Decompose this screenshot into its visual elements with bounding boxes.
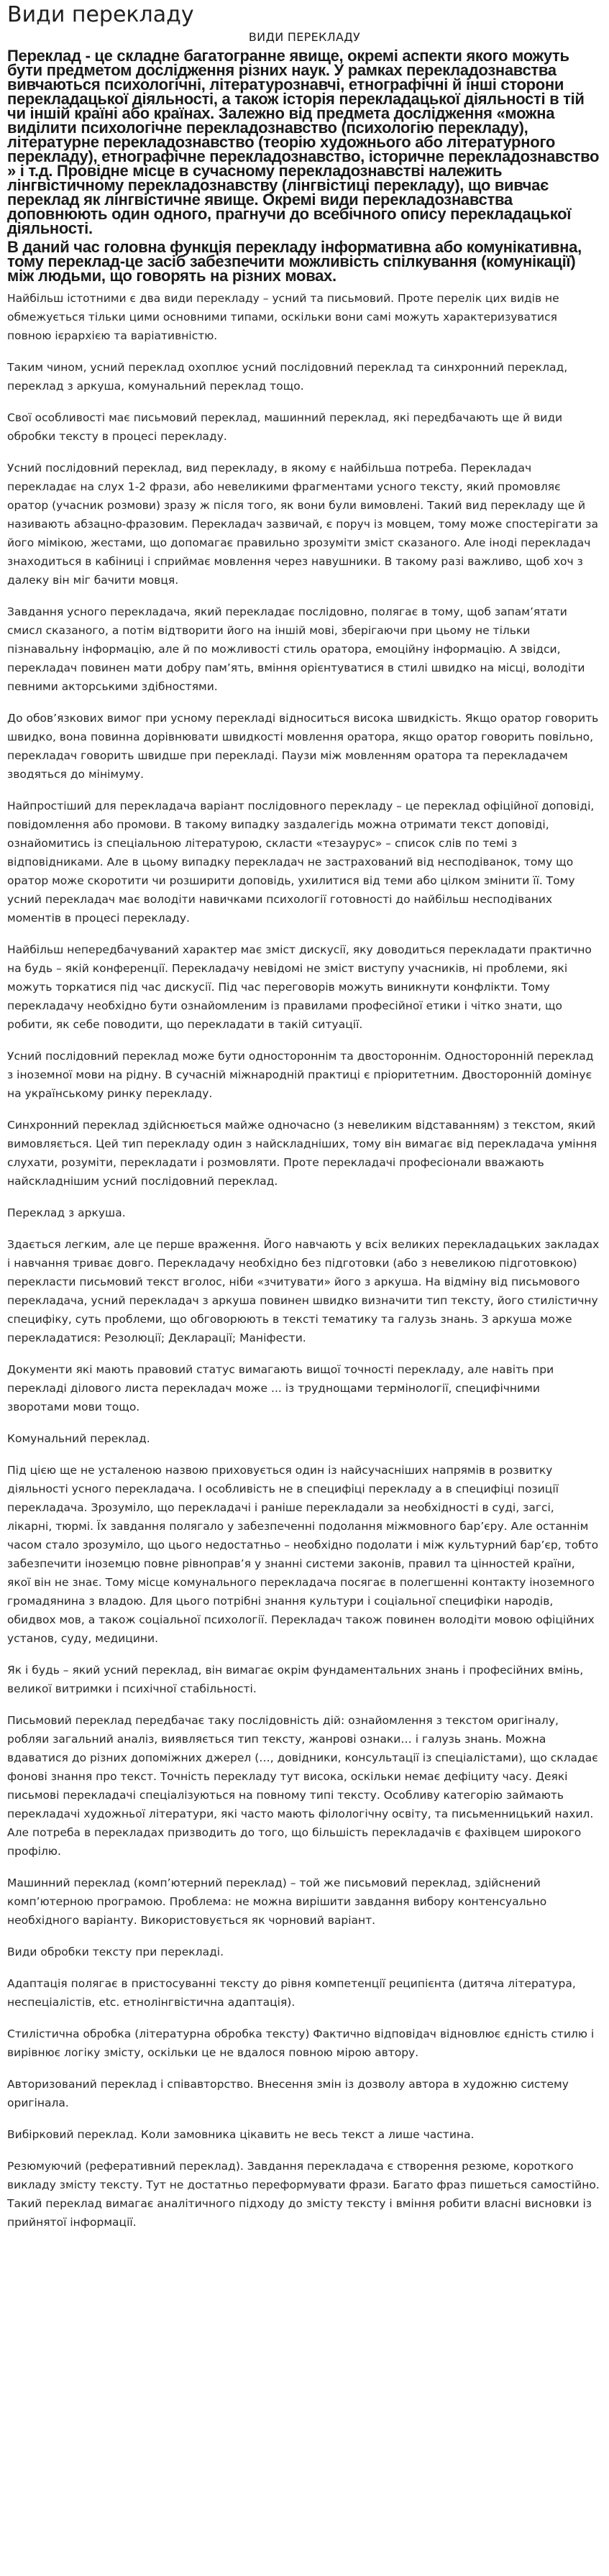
paragraph: Найбільш істотними є два види перекладу – усний та письмовий. Проте перелік цих видів не обмежується тільки цими основними типами, оскільки вони самі можуть характеризуватися повною ієрархією та варіативністю.	[7, 292, 559, 342]
paragraph: Таким чином, усний переклад охоплює усний послідовний переклад та синхронний переклад, переклад з аркуша, комунальний переклад тощо.	[7, 361, 568, 393]
paragraph: Здається легким, але це перше враження. Його навчають у всіх великих перекладацьких закладах і навчання триває довго. Перекладачу необхідно без підготовки (або з невеликою підготовкою) перекласти письмовий текст вголос, ніби «зчитувати» його з аркуша. На відміну від письмового перекладача, усний перекладач з аркуша повинен швидко визначити тип тексту, його стилістичну специфіку, суть проблеми, що обговорюють в тексті тематику та галузь знань. З аркуша може перекладатися: Резолюції; Декларації; Маніфести.	[7, 1238, 600, 1344]
section-heading: Види обробки тексту при перекладі.	[7, 1945, 224, 1958]
paragraph: Адаптація полягає в пристосуванні тексту до рівня компетенції реципієнта (дитяча література, неспеціалістів, etc. етнолінгвістична адаптація).	[7, 1977, 576, 2009]
paragraph: Усний послідовний переклад може бути одностороннім та двостороннім. Односторонній переклад з іноземної мови на рідну. В сучасній міжнародній практиці є пріоритетним. Двосторонній домінує на українському ринку перекладу.	[7, 1050, 594, 1100]
section-heading: Комунальний переклад.	[7, 1432, 150, 1445]
page-title: Види перекладу	[7, 2, 194, 27]
paragraph: Як і будь – який усний переклад, він вимагає окрім фундаментальних знань і професійних вмінь, великої витримки і психічної стабільності.	[7, 1664, 584, 1695]
page-subtitle: ВИДИ ПЕРЕКЛАДУ	[248, 30, 361, 44]
paragraph: Під цією ще не усталеною назвою приховується один із найсучасніших напрямів в розвитку діяльності усного перекладача. І особливість не в специфіці перекладу а в специфіці позиції перекладача. Зрозуміло, що перекладачі і раніше перекладали за необхідності в суді, загсі, лікарні, тюрмі. Їх завдання полягало у забезпеченні подолання міжмовного бар’єру. Але останнім часом стало зрозуміло, що цього недостатньо – необхідно подолати і між культурний бар’єр, тобто забезпечити іноземцю повне рівноправ’я у знанні системи законів, правил та цінностей країни, якої він не знає. Тому місце комунального перекладача посягає в полегшенні контакту іноземного громадянина з владою. Для цього потрібні знання культури і соціальної специфіки народів, обидвох мов, а також соціальної психології. Перекладач також повинен володіти мовою офіційних установ, суду, медицини.	[7, 1464, 599, 1645]
paragraph: Усний послідовний переклад, вид перекладу, в якому є найбільша потреба. Перекладач перекладає на слух 1-2 фрази, або невеликими фрагментами усного тексту, який промовляє оратор (учасник розмови) зразу ж після того, як вони були вимовлені. Такий вид перекладу ще й називають абзацно-фразовим. Перекладач зазвичай, є поруч із мовцем, тому може спостерігати за його мімікою, жестами, що допомагає правильно зрозуміти зміст сказаного. Але іноді перекладач знаходиться в кабіниці і сприймає мовлення через навушники. В такому разі важливо, щоб хоч з далеку він міг бачити мовця.	[7, 462, 599, 587]
lead-paragraph-2: В даний час головна функція перекладу інформативна або комунікативна, тому переклад-це засіб забезпечити можливість спілкування (комунікації) між людьми, що говорять на різних мовах.	[7, 238, 582, 285]
paragraph: Стилістична обробка (літературна обробка тексту) Фактично відповідач відновлює єдність стилю і вирівнює логіку змісту, оскільки це не вдалося повною мірою автору.	[7, 2027, 595, 2059]
paragraph: Резюмуючий (реферативний переклад). Завдання перекладача є створення резюме, короткого викладу змісту тексту. Тут не достатньо переформувати фрази. Багато фраз пишеться самостійно. Такий переклад вимагає аналітичного підходу до змісту тексту і вміння робити власні висновки із прийнятої інформації.	[7, 2160, 600, 2229]
paragraph: Найбільш непередбачуваний характер має зміст дискусії, яку доводиться перекладати практично на будь – якій конференції. Перекладачу невідомі не зміст виступу учасників, ні проблеми, які можуть торкатися під час дискусії. Під час переговорів можуть виникнути конфлікти. Тому перекладачу необхідно бути ознайомленим із правилами професійної етики і чітко знати, що робити, як себе поводити, що перекладати в такій ситуації.	[7, 943, 592, 1031]
paragraph: Авторизований переклад і співавторство. Внесення змін із дозволу автора в художню систему оригінала.	[7, 2078, 569, 2109]
section-heading: Переклад з аркуша.	[7, 1206, 126, 1219]
paragraph: Вибірковий переклад. Коли замовника цікавить не весь текст а лише частина.	[7, 2128, 475, 2141]
paragraph: Документи які мають правовий статус вимагають вищої точності перекладу, але навіть при перекладі ділового листа перекладач може ... із труднощами термінології, специфічними зворотами мови тощо.	[7, 1363, 554, 1413]
paragraph: Письмовий переклад передбачає таку послідовність дій: ознайомлення з текстом оригіналу, робляи загальний аналіз, виявляється тип тексту, жанрові ознаки… і галузь знань. Можна вдаватися до різних допоміжних джерел (…, довідники, консультації із спеціалістами), що складає фонові знання про текст. Точність перекладу тут висока, оскільки немає дефіциту часу. Деякі письмові перекладачі спеціалізуються на повному типі тексту. Особливу категорію займають перекладачі художньої літератури, які часто мають філологічну освіту, та письменницький нахил. Але потреба в перекладах призводить до того, що більшість перекладачів є фахівцем широкого профілю.	[7, 1714, 598, 1858]
paragraph: Свої особливості має письмовий переклад, машинний переклад, які передбачають ще й види обробки тексту в процесі перекладу.	[7, 411, 563, 443]
paragraph: Найпростіший для перекладача варіант послідовного перекладу – це переклад офіційної доповіді, повідомлення або промови. В такому випадку заздалегідь можна отримати текст доповіді, ознайомитись із спеціальною літературою, скласти «тезаурус» – список слів по темі з відповідниками. Але в цьому випадку перекладач не застрахований від несподіванок, тому що оратор може скоротити чи розширити доповідь, ухилитися від теми або цілком змінити її. Тому усний перекладач має володіти навичками психології готовності до найбільш несподіваних моментів в процесі перекладу.	[7, 799, 595, 925]
paragraph: Машинний переклад (комп’ютерний переклад) – той же письмовий переклад, здійснений комп’ютерною програмою. Проблема: не можна вирішити завдання вибору контенсуально необхідного варіанту. Використовується як чорновий варіант.	[7, 1876, 547, 1927]
paragraph: До обов’язкових вимог при усному перекладі відноситься висока швидкість. Якщо оратор говорить швидко, вона повинна дорівнювати швидкості мовлення оратора, якщо оратор говорить повільно, перекладач говорить швидше при перекладі. Паузи між мовленням оратора та перекладачем зводяться до мінімуму.	[7, 712, 599, 781]
paragraph: Завдання усного перекладача, який перекладає послідовно, полягає в тому, щоб запам’ятати смисл сказаного, а потім відтворити його на іншій мові, зберігаючи при цьому не тільки пізнавальну інформацію, але й по можливості стиль оратора, емоційну інформацію. А звідси, перекладач повинен мати добру пам’ять, вміння орієнтуватися в стилі швидко на місці, володіти певними акторськими здібностями.	[7, 605, 585, 693]
lead-paragraph: Переклад - це складне багатогранне явище, окремі аспекти якого можуть бути предметом дослідження різних наук. У рамках перекладознавства вивчаються психологічні, літературознавчі, етнографічні й інші сторони перекладацької діяльності, а також історія перекладацької діяльності в тій чи іншій країні або країнах. Залежно від предмета дослідження «можна виділити психологічне перекладознавство (психологію перекладу), літературне перекладознавство (теорію художнього або літературного перекладу), етнографічне перекладознавство, історичне перекладознавство » і т.д. Провідне місце в сучасному перекладознавстві належить лінгвістичному перекладознавству (лінгвістиці перекладу), що вивчає переклад як лінгвістичне явище. Окремі види перекладознавства доповнюють один одного, прагнучи до всебічного опису перекладацької діяльності.	[7, 47, 600, 237]
paragraph: Синхронний переклад здійснюється майже одночасно (з невеликим відставанням) з текстом, який вимовляється. Цей тип перекладу один з найскладніших, тому він вимагає від перекладача уміння слухати, розуміти, перекладати і розмовляти. Проте перекладачі професіонали вважають найскладнішим усний послідовний переклад.	[7, 1119, 597, 1188]
